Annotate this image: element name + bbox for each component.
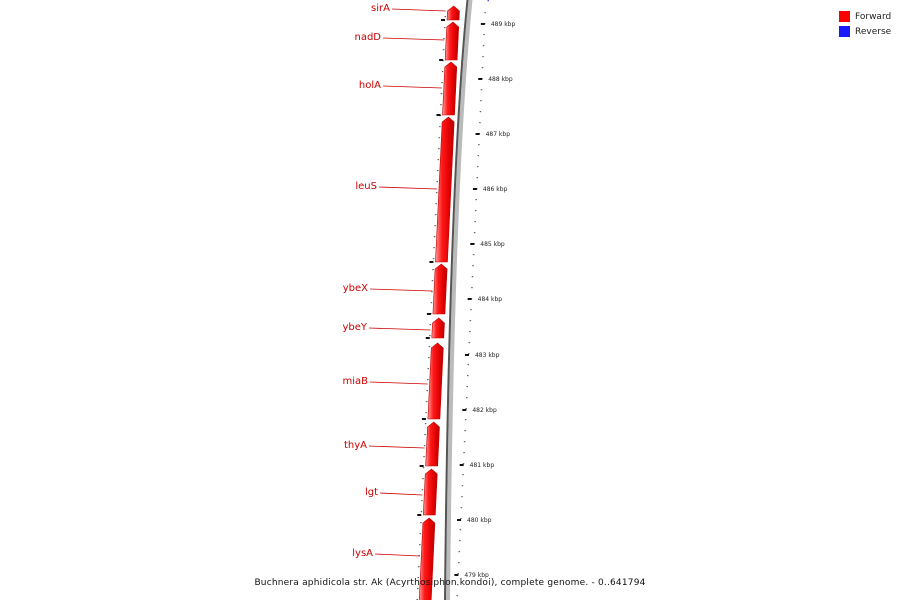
tick-label: 487 kbp: [485, 131, 511, 138]
minor-tick-right: [458, 562, 460, 563]
reverse-feature-fragment: [487, 0, 490, 2]
minor-tick-right: [459, 540, 461, 541]
minor-tick-right: [464, 430, 466, 431]
minor-tick-left: [439, 126, 441, 127]
minor-tick-left: [430, 324, 432, 325]
minor-tick-left: [435, 203, 437, 204]
major-tick-mark: [462, 409, 466, 411]
reverse-swatch: [839, 26, 850, 37]
gene-leader-leuS: [379, 187, 437, 189]
minor-tick-right: [472, 276, 474, 277]
legend-reverse-label: Reverse: [855, 26, 892, 37]
minor-tick-left: [436, 192, 438, 193]
gene-arrow-nadD[interactable]: [445, 22, 459, 60]
gene-arrow-lgt[interactable]: [423, 469, 437, 515]
minor-tick-right: [482, 67, 484, 68]
gene-label-holA: holA: [358, 80, 381, 91]
minor-tick-left: [432, 280, 434, 281]
minor-tick-right: [480, 100, 482, 101]
minor-tick-left: [434, 225, 436, 226]
minor-tick-right: [462, 474, 464, 475]
gene-label-lgt: lgt: [364, 487, 378, 498]
gene-label-ybeY: ybeY: [342, 322, 367, 333]
minor-tick-right: [477, 177, 479, 178]
gene-leader-lgt: [380, 493, 422, 495]
gene-arrow-leuS[interactable]: [435, 117, 454, 262]
gene-leader-ybeX: [370, 289, 432, 291]
minor-tick-right: [461, 507, 463, 508]
minor-tick-left: [442, 71, 444, 72]
minor-tick-left: [438, 148, 440, 149]
minor-tick-left: [434, 236, 436, 237]
gene-boundary-mark: [426, 337, 430, 339]
gene-label-miaB: miaB: [342, 376, 368, 387]
gene-boundary-mark: [420, 465, 424, 467]
minor-tick-right: [466, 397, 468, 398]
gene-label-leuS: leuS: [355, 181, 377, 192]
minor-tick-left: [418, 566, 420, 567]
minor-tick-left: [417, 588, 419, 589]
minor-tick-right: [479, 122, 481, 123]
minor-tick-right: [468, 364, 470, 365]
minor-tick-left: [429, 335, 431, 336]
tick-label: 479 kbp: [464, 572, 489, 579]
major-tick-mark: [481, 23, 485, 25]
gene-leader-sirA: [392, 9, 446, 11]
minor-tick-left: [444, 27, 446, 28]
gene-label-thyA: thyA: [343, 440, 367, 451]
minor-tick-left: [441, 82, 443, 83]
minor-tick-right: [469, 331, 471, 332]
minor-tick-left: [421, 500, 423, 501]
minor-tick-left: [424, 445, 426, 446]
gene-leader-holA: [383, 86, 442, 88]
major-tick-mark: [460, 464, 464, 466]
minor-tick-left: [421, 511, 423, 512]
tick-label: 481 kbp: [469, 462, 495, 469]
forward-swatch: [839, 11, 850, 22]
minor-tick-left: [437, 181, 439, 182]
minor-tick-left: [426, 390, 428, 391]
tick-label: 486 kbp: [482, 186, 508, 193]
gene-boundary-mark: [439, 59, 443, 61]
gene-arrow-sirA[interactable]: [447, 6, 459, 20]
minor-tick-left: [422, 489, 424, 490]
minor-tick-right: [472, 265, 474, 266]
genome-caption: Buchnera aphidicola str. Ak (Acyrthosiphon kondoi), complete genome. - 0..641794: [254, 578, 646, 588]
gene-label-sirA: sirA: [371, 3, 390, 14]
legend-item-reverse: [839, 24, 891, 39]
major-tick-mark: [473, 188, 477, 190]
minor-tick-right: [474, 232, 476, 233]
minor-tick-left: [439, 137, 441, 138]
minor-tick-left: [426, 401, 428, 402]
minor-tick-right: [469, 342, 471, 343]
minor-tick-left: [429, 346, 431, 347]
minor-tick-left: [420, 522, 422, 523]
minor-tick-right: [478, 155, 480, 156]
gene-boundary-mark: [417, 514, 421, 516]
gene-arrow-holA[interactable]: [442, 62, 456, 115]
tick-label: 483 kbp: [474, 352, 500, 359]
minor-tick-left: [423, 467, 425, 468]
minor-tick-right: [460, 529, 462, 530]
minor-tick-left: [425, 423, 427, 424]
gene-boundary-mark: [441, 19, 445, 21]
major-tick-mark: [476, 133, 480, 135]
minor-tick-right: [475, 210, 477, 211]
minor-tick-left: [424, 434, 426, 435]
major-tick-mark: [457, 519, 461, 521]
gene-leader-lysA: [375, 554, 419, 556]
minor-tick-left: [428, 368, 430, 369]
gene-arrow-miaB[interactable]: [428, 343, 443, 419]
minor-tick-left: [432, 269, 434, 270]
minor-tick-right: [463, 452, 465, 453]
minor-tick-left: [420, 533, 422, 534]
major-tick-mark: [470, 243, 474, 245]
minor-tick-right: [483, 34, 485, 35]
minor-tick-left: [433, 258, 435, 259]
major-tick-mark: [468, 298, 472, 300]
gene-leader-nadD: [383, 38, 444, 40]
minor-tick-right: [478, 144, 480, 145]
minor-tick-left: [443, 49, 445, 50]
minor-tick-right: [465, 419, 467, 420]
legend: [839, 9, 891, 39]
minor-tick-left: [419, 544, 421, 545]
legend-item-forward: [839, 9, 891, 24]
gene-arrow-thyA[interactable]: [426, 422, 440, 466]
gene-boundary-mark: [422, 418, 426, 420]
minor-tick-left: [441, 93, 443, 94]
gene-boundary-mark: [436, 114, 440, 116]
minor-tick-left: [438, 159, 440, 160]
minor-tick-right: [459, 551, 461, 552]
minor-tick-left: [431, 302, 433, 303]
minor-tick-left: [433, 247, 435, 248]
legend-forward-label: Forward: [855, 11, 892, 22]
minor-tick-left: [440, 104, 442, 105]
minor-tick-right: [483, 45, 485, 46]
minor-tick-left: [427, 379, 429, 380]
minor-tick-right: [471, 287, 473, 288]
minor-tick-right: [467, 375, 469, 376]
minor-tick-right: [470, 320, 472, 321]
minor-tick-right: [475, 199, 477, 200]
major-tick-mark: [465, 354, 469, 356]
minor-tick-right: [480, 111, 482, 112]
gene-label-lysA: lysA: [352, 548, 373, 559]
gene-boundary-mark: [427, 313, 431, 315]
minor-tick-right: [474, 221, 476, 222]
minor-tick-left: [423, 456, 425, 457]
minor-tick-left: [444, 16, 446, 17]
gene-arrow-ybeX[interactable]: [433, 264, 447, 314]
gene-label-nadD: nadD: [354, 32, 381, 43]
tick-label: 482 kbp: [472, 407, 497, 414]
minor-tick-left: [425, 412, 427, 413]
tick-label: 488 kbp: [488, 76, 513, 83]
minor-tick-right: [470, 309, 472, 310]
minor-tick-left: [437, 170, 439, 171]
minor-tick-left: [422, 478, 424, 479]
gene-leader-ybeY: [369, 328, 430, 330]
gene-leader-miaB: [370, 382, 428, 384]
tick-label: 485 kbp: [480, 241, 505, 248]
gene-leader-thyA: [369, 446, 425, 448]
minor-tick-right: [461, 496, 463, 497]
tick-label: 480 kbp: [467, 517, 492, 524]
gene-boundary-mark: [429, 261, 433, 263]
minor-tick-left: [435, 214, 437, 215]
minor-tick-right: [477, 166, 479, 167]
gene-arrow-ybeY[interactable]: [432, 318, 445, 338]
gene-label-ybeX: ybeX: [342, 283, 368, 294]
tick-label: 484 kbp: [477, 296, 503, 303]
major-tick-mark: [478, 78, 482, 80]
tick-label: 489 kbp: [490, 21, 516, 28]
minor-tick-left: [443, 38, 445, 39]
minor-tick-right: [464, 441, 466, 442]
minor-tick-left: [428, 357, 430, 358]
minor-tick-right: [484, 12, 486, 13]
minor-tick-right: [482, 56, 484, 57]
minor-tick-right: [473, 254, 475, 255]
minor-tick-right: [466, 386, 468, 387]
major-tick-mark: [454, 574, 458, 576]
minor-tick-right: [462, 485, 464, 486]
minor-tick-right: [456, 595, 458, 596]
minor-tick-right: [481, 89, 483, 90]
